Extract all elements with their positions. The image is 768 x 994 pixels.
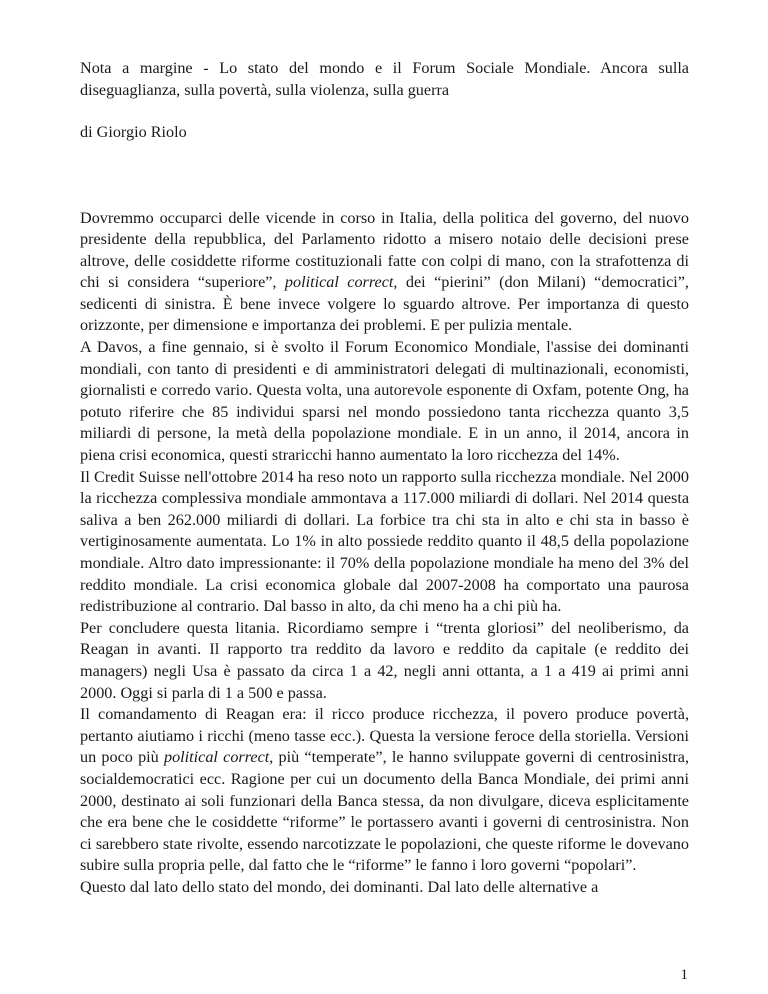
body-paragraph: [80, 877, 689, 899]
body-paragraph: [80, 467, 689, 618]
document-author: di Giorgio Riolo: [80, 123, 187, 141]
document-body: [80, 208, 689, 899]
body-paragraph: [80, 618, 689, 704]
body-paragraph: [80, 704, 689, 877]
italic-text-run: political correct: [284, 273, 394, 292]
document-title: Nota a margine - Lo stato del mondo e il Forum Sociale Mondiale. Ancora sulla diseguaglianza, sulla povertà, sulla violenza, sulla guerra: [80, 59, 689, 99]
page-number: 1: [680, 967, 688, 983]
body-paragraph: [80, 337, 689, 467]
italic-text-run: political correct: [163, 748, 270, 767]
text-run: Il Credit Suisse nell'ottobre 2014 ha reso noto un rapporto sulla ricchezza mondiale. Nel 2000 la ricchezza complessiva mondiale ammontava a 117.000 miliardi di dollari. Nel 2014 questa saliva a ben 262.000 miliardi di dollari. La forbice tra chi sta in alto e chi sta in basso è vertiginosamente aumentata. Lo 1% in alto possiede reddito quanto il 48,5 della popolazione mondiale. Altro dato impressionante: il 70% della popolazione mondiale ha meno del 3% del reddito mondiale. La crisi economica globale dal 2007-2008 ha comportato una paurosa redistribuzione al contrario. Dal basso in alto, da chi meno ha a chi più ha.: [80, 467, 689, 616]
text-run: Questo dal lato dello stato del mondo, dei dominanti. Dal lato delle alternative a: [80, 877, 599, 896]
document-page: [80, 58, 689, 899]
text-run: Dovremmo occuparci delle vicende in corso in Italia, della politica del governo, del nuovo presidente della repubblica, del Parlamento ridotto a misero notaio delle decisioni prese altrove, delle cosiddette riforme costituzionali fatte con colpi di mano, con la strafottenza di chi si considera “superiore”,: [80, 208, 689, 292]
text-run: Il comandamento di Reagan era: il ricco produce ricchezza, il povero produce povertà, pertanto aiutiamo i ricchi (meno tasse ecc.). Questa la versione feroce della storiella. Versioni un poco più: [80, 705, 689, 767]
body-paragraph: [80, 208, 689, 338]
text-run: Per concludere questa litania. Ricordiamo sempre i “trenta gloriosi” del neoliberismo, da Reagan in avanti. Il rapporto tra reddito da lavoro e reddito da capitale (e reddito dei managers) negli Usa è passato da circa 1 a 42, negli anni ottanta, a 1 a 419 ai primi anni 2000. Oggi si parla di 1 a 500 e passa.: [80, 618, 689, 702]
text-run: , più “temperate”, le hanno sviluppate governi di centrosinistra, socialdemocratici ecc. Ragione per cui un documento della Banca Mondiale, dei primi anni 2000, destinato ai soli funzionari della Banca stessa, da non divulgare, diceva esplicitamente che era bene che le cosiddette “riforme” le portassero avanti i governi di centrosinistra. Non ci sarebbero state rivolte, essendo narcotizzate le popolazioni, che queste riforme le dovevano subire sulla propria pelle, dal fatto che le “riforme” le fanno i loro governi “popolari”.: [80, 748, 689, 875]
text-run: A Davos, a fine gennaio, si è svolto il Forum Economico Mondiale, l'assise dei dominanti mondiali, con tanto di presidenti e di amministratori delegati di multinazionali, economisti, giornalisti e corredo vario. Questa volta, una autorevole esponente di Oxfam, potente Ong, ha potuto riferire che 85 individui sparsi nel mondo possiedono tanta ricchezza quanto 3,5 miliardi di persone, la metà della popolazione mondiale. E in un anno, il 2014, ancora in piena crisi economica, questi straricchi hanno aumentato la loro ricchezza del 14%.: [80, 338, 689, 465]
text-run: , dei “pierini” (don Milani) “democratici”, sedicenti di sinistra. È bene invece volgere lo sguardo altrove. Per importanza di questo orizzonte, per dimensione e importanza dei problemi. E per pulizia mentale.: [80, 273, 689, 335]
